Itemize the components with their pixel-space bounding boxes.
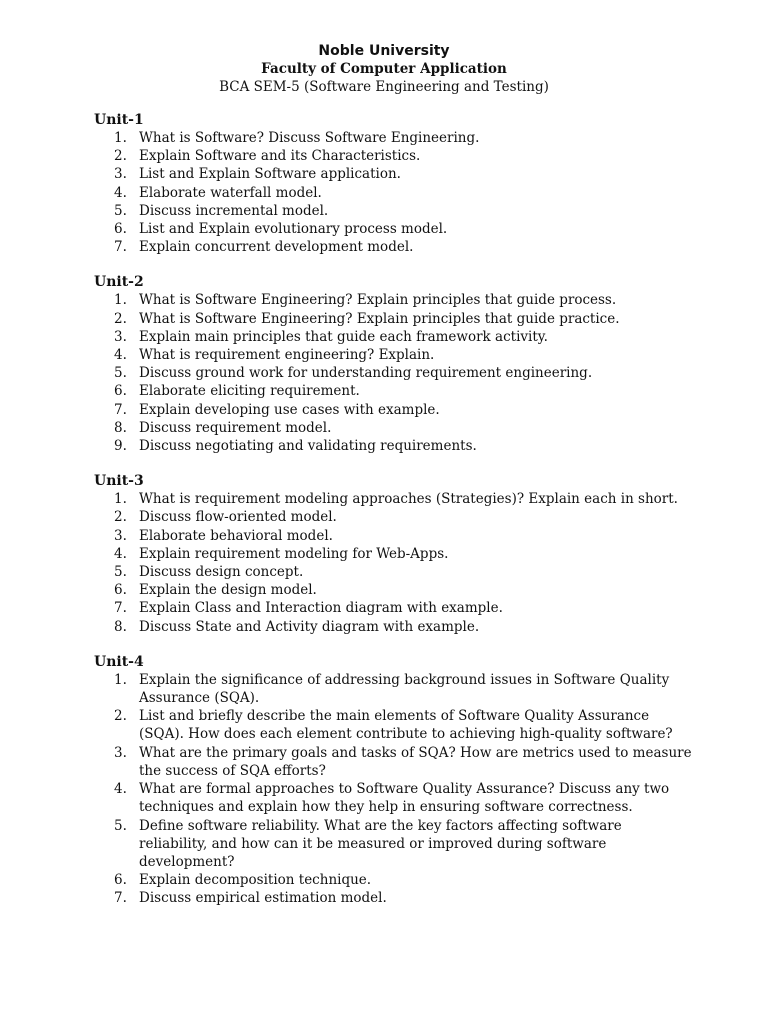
question-number: 5. (114, 817, 127, 834)
question-number: 4. (114, 545, 127, 562)
question-text: List and Explain Software application. (139, 166, 401, 183)
question-number: 1. (114, 130, 127, 146)
question-number: 7. (114, 890, 127, 907)
question-text: Elaborate eliciting requirement. (139, 383, 360, 400)
question-text: Discuss incremental model. (139, 202, 329, 219)
question-text: Explain Software and its Characteristics. (139, 148, 421, 165)
question-text: Explain the design model. (139, 582, 317, 599)
question-item (94, 238, 694, 256)
question-text: Discuss requirement model. (139, 419, 332, 436)
question-item (94, 581, 694, 599)
question-text: Define software reliability. What are the key factors affecting software reliability, and how can it be measured or improved during software development? (139, 817, 622, 870)
unit-title: Unit-1 (94, 112, 144, 128)
unit-title: Unit-4 (94, 653, 144, 670)
question-item (94, 780, 694, 816)
question-text: Explain requirement modeling for Web-Apps. (139, 545, 449, 562)
question-number: 2. (114, 708, 127, 725)
question-number: 1. (114, 491, 127, 508)
unit-title: Unit-3 (94, 473, 144, 490)
question-text: Discuss negotiating and validating requirements. (139, 438, 477, 455)
question-text: What is requirement modeling approaches (Strategies)? Explain each in short. (139, 491, 678, 508)
question-number: 7. (114, 401, 127, 418)
question-item (94, 437, 694, 455)
question-item (94, 599, 694, 617)
question-text: Discuss empirical estimation model. (139, 890, 387, 907)
question-item (94, 744, 694, 780)
question-number: 7. (114, 600, 127, 617)
question-list (94, 490, 694, 636)
question-text: What is Software? Discuss Software Engineering. (139, 130, 480, 146)
faculty-name: Faculty of Computer Application (261, 61, 507, 77)
question-text: Elaborate behavioral model. (139, 527, 333, 544)
question-item (94, 707, 694, 743)
question-number: 2. (114, 148, 127, 165)
course-name: BCA SEM-5 (Software Engineering and Testing) (219, 79, 549, 95)
question-item (94, 889, 694, 907)
document-header (0, 42, 768, 96)
question-text: List and Explain evolutionary process model. (139, 221, 448, 238)
question-number: 2. (114, 509, 127, 526)
question-list (94, 129, 694, 256)
question-text: What is requirement engineering? Explain. (139, 347, 435, 364)
question-number: 3. (114, 166, 127, 183)
question-text: What is Software Engineering? Explain principles that guide practice. (139, 310, 620, 327)
question-item (94, 165, 694, 183)
unit-title: Unit-2 (94, 274, 144, 291)
unit-section (94, 472, 694, 636)
question-text: Discuss flow-oriented model. (139, 509, 337, 526)
unit-section (94, 653, 694, 908)
question-item (94, 364, 694, 382)
question-text: Discuss ground work for understanding requirement engineering. (139, 365, 593, 382)
question-text: Discuss design concept. (139, 564, 304, 581)
question-item (94, 871, 694, 889)
question-item (94, 419, 694, 437)
question-number: 3. (114, 527, 127, 544)
question-item (94, 671, 694, 707)
unit-section (94, 111, 694, 256)
university-title: Noble University (318, 43, 450, 59)
question-number: 7. (114, 239, 127, 256)
question-item (94, 147, 694, 165)
question-number: 2. (114, 310, 127, 327)
question-text: What is Software Engineering? Explain principles that guide process. (139, 292, 617, 309)
question-text: Explain Class and Interaction diagram with example. (139, 600, 503, 617)
question-text: What are formal approaches to Software Quality Assurance? Discuss any two techniques and explain how they help in ensuring software correctness. (139, 781, 670, 816)
question-item (94, 401, 694, 419)
question-number: 6. (114, 383, 127, 400)
question-item (94, 346, 694, 364)
question-number: 5. (114, 202, 127, 219)
question-item (94, 618, 694, 636)
question-text: Explain concurrent development model. (139, 239, 414, 256)
question-text: Explain main principles that guide each framework activity. (139, 328, 548, 345)
units-container (94, 111, 694, 925)
question-text: Explain developing use cases with example. (139, 401, 440, 418)
question-number: 3. (114, 328, 127, 345)
question-text: Explain the significance of addressing background issues in Software Quality Assurance (SQA). (139, 671, 670, 707)
question-item (94, 527, 694, 545)
question-text: List and briefly describe the main elements of Software Quality Assurance (SQA). How does each element contribute to achieving high-quality software? (139, 708, 673, 743)
question-number: 3. (114, 744, 127, 761)
question-item (94, 545, 694, 563)
question-item (94, 490, 694, 508)
question-number: 4. (114, 347, 127, 364)
question-number: 6. (114, 582, 127, 599)
question-number: 6. (114, 872, 127, 889)
question-number: 4. (114, 184, 127, 201)
question-item (94, 291, 694, 309)
question-number: 5. (114, 564, 127, 581)
question-item (94, 129, 694, 147)
question-item (94, 310, 694, 328)
question-item (94, 202, 694, 220)
question-number: 5. (114, 365, 127, 382)
question-list (94, 291, 694, 455)
question-item (94, 328, 694, 346)
question-number: 1. (114, 671, 127, 688)
question-number: 1. (114, 292, 127, 309)
question-text: Explain decomposition technique. (139, 872, 372, 889)
question-item (94, 382, 694, 400)
question-text: Discuss State and Activity diagram with example. (139, 618, 480, 635)
unit-section (94, 273, 694, 455)
question-number: 6. (114, 221, 127, 238)
question-number: 8. (114, 419, 127, 436)
question-number: 8. (114, 618, 127, 635)
question-number: 4. (114, 781, 127, 798)
question-text: Elaborate waterfall model. (139, 184, 322, 201)
question-text: What are the primary goals and tasks of SQA? How are metrics used to measure the success of SQA efforts? (139, 744, 692, 779)
question-item (94, 817, 694, 872)
question-list (94, 671, 694, 908)
question-item (94, 508, 694, 526)
question-item (94, 563, 694, 581)
question-number: 9. (114, 438, 127, 455)
question-item (94, 184, 694, 202)
question-item (94, 220, 694, 238)
